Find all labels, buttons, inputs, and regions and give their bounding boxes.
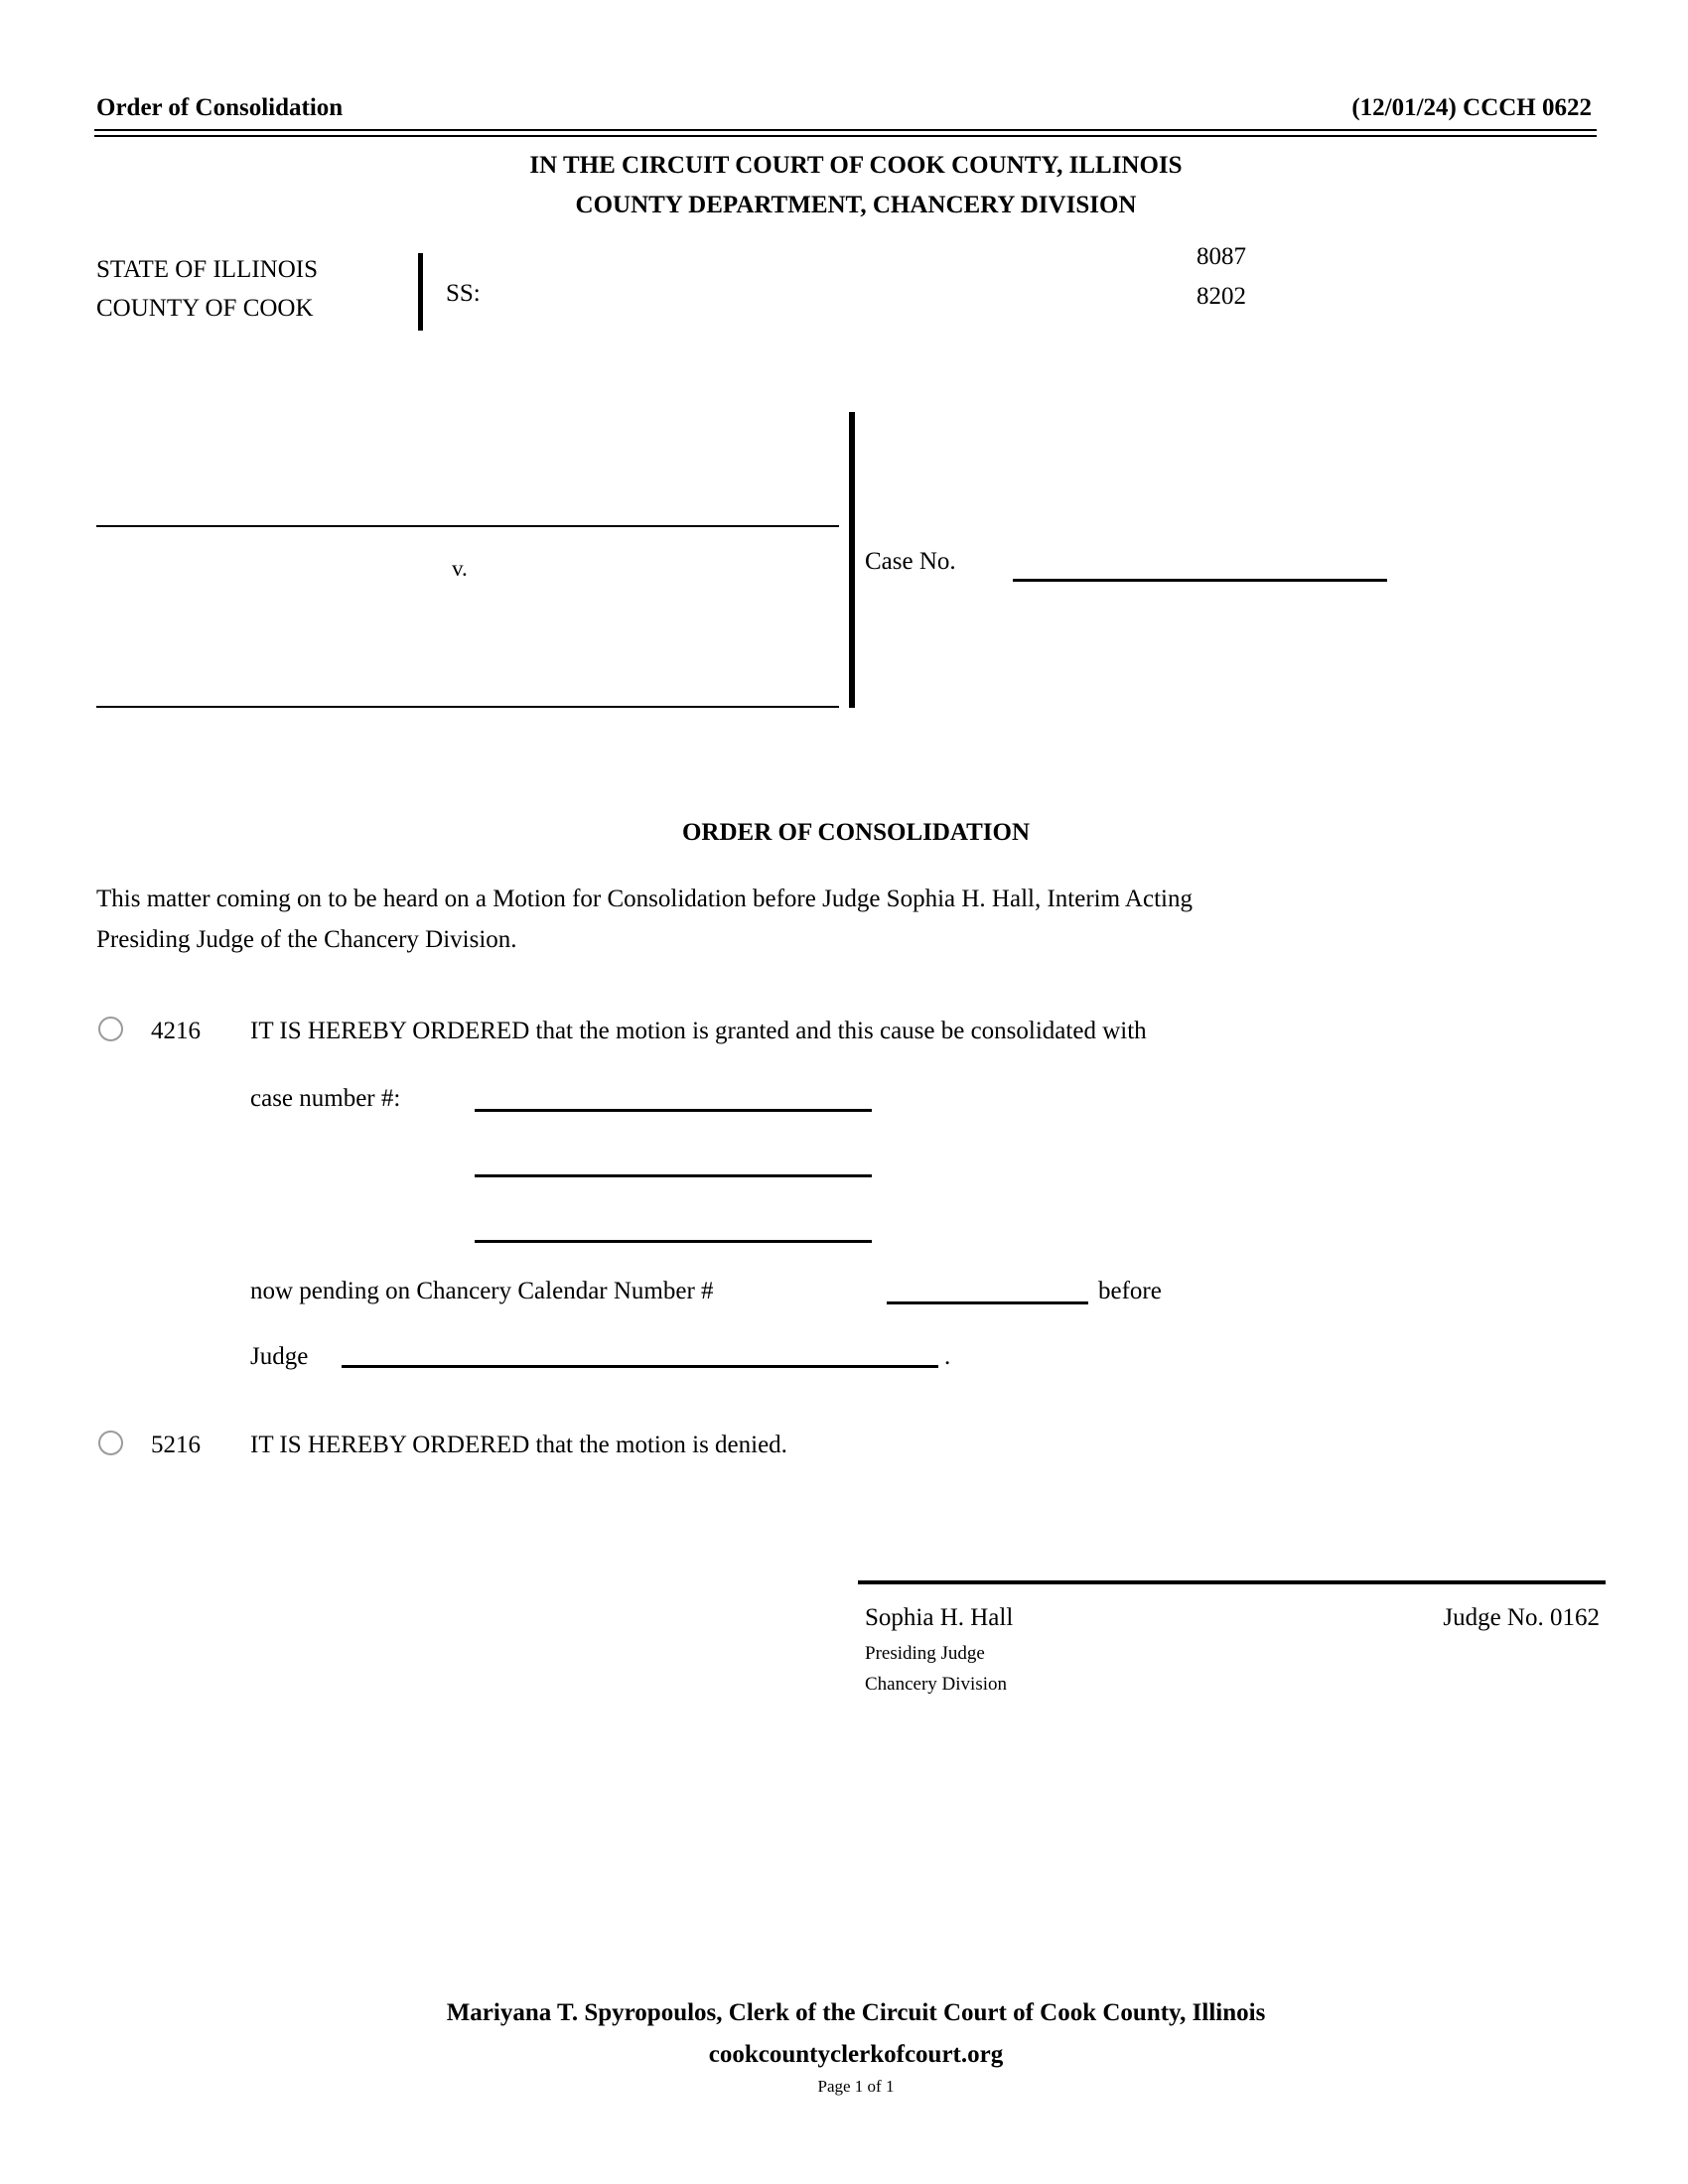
form-code-2: 8202 [1196, 283, 1246, 310]
court-title-line2: COUNTY DEPARTMENT, CHANCERY DIVISION [575, 192, 1137, 218]
versus-label: v. [452, 556, 468, 581]
denied-code: 5216 [151, 1432, 201, 1458]
form-title: Order of Consolidation [96, 94, 344, 121]
defendant-name-line[interactable] [96, 706, 839, 708]
pending-label: now pending on Chancery Calendar Number # [250, 1278, 714, 1304]
before-label: before [1098, 1278, 1162, 1304]
calendar-number-line[interactable] [887, 1301, 1088, 1304]
consolidated-case-line-3[interactable] [475, 1240, 872, 1243]
form-number: (12/01/24) CCCH 0622 [1351, 94, 1592, 121]
consolidated-case-line-2[interactable] [475, 1174, 872, 1177]
court-title-line1: IN THE CIRCUIT COURT OF COOK COUNTY, ILLINOIS [529, 152, 1183, 179]
clerk-footer-line: Mariyana T. Spyropoulos, Clerk of the Circuit Court of Cook County, Illinois [446, 1999, 1266, 2026]
page-indicator: Page 1 of 1 [817, 2077, 895, 2096]
order-intro-line2: Presiding Judge of the Chancery Division. [96, 926, 517, 953]
plaintiff-name-line[interactable] [96, 525, 839, 527]
case-no-label: Case No. [865, 548, 956, 575]
judge-name-line[interactable] [342, 1365, 938, 1368]
denied-text: IT IS HEREBY ORDERED that the motion is denied. [250, 1432, 787, 1458]
order-intro-line1: This matter coming on to be heard on a Motion for Consolidation before Judge Sophia H. Hall, Interim Acting [96, 886, 1193, 912]
judge-title-line2: Chancery Division [865, 1674, 1008, 1695]
form-code-1: 8087 [1196, 243, 1246, 270]
judge-sentence-period: . [944, 1343, 951, 1370]
venue-state-label: STATE OF ILLINOIS [96, 256, 318, 283]
case-number-label: case number #: [250, 1085, 401, 1112]
judge-signature-line[interactable] [858, 1580, 1606, 1584]
caption-divider-bar [849, 412, 855, 708]
judge-title-line1: Presiding Judge [865, 1643, 985, 1664]
consolidated-case-line-1[interactable] [475, 1109, 872, 1112]
order-title: ORDER OF CONSOLIDATION [681, 819, 1031, 846]
venue-county-label: COUNTY OF COOK [96, 295, 314, 322]
judge-label: Judge [250, 1343, 309, 1370]
venue-ss-label: SS: [446, 280, 481, 307]
judge-name: Sophia H. Hall [865, 1604, 1014, 1631]
case-no-input-line[interactable] [1013, 579, 1387, 582]
clerk-website: cookcountyclerkofcourt.org [708, 2041, 1004, 2068]
granted-text: IT IS HEREBY ORDERED that the motion is granted and this cause be consolidated with [250, 1018, 1147, 1044]
venue-brace-bar [418, 253, 423, 331]
denied-radio[interactable] [98, 1431, 123, 1455]
granted-code: 4216 [151, 1018, 201, 1044]
granted-radio[interactable] [98, 1017, 123, 1041]
header-double-rule [94, 129, 1597, 137]
judge-number: Judge No. 0162 [1443, 1604, 1600, 1631]
